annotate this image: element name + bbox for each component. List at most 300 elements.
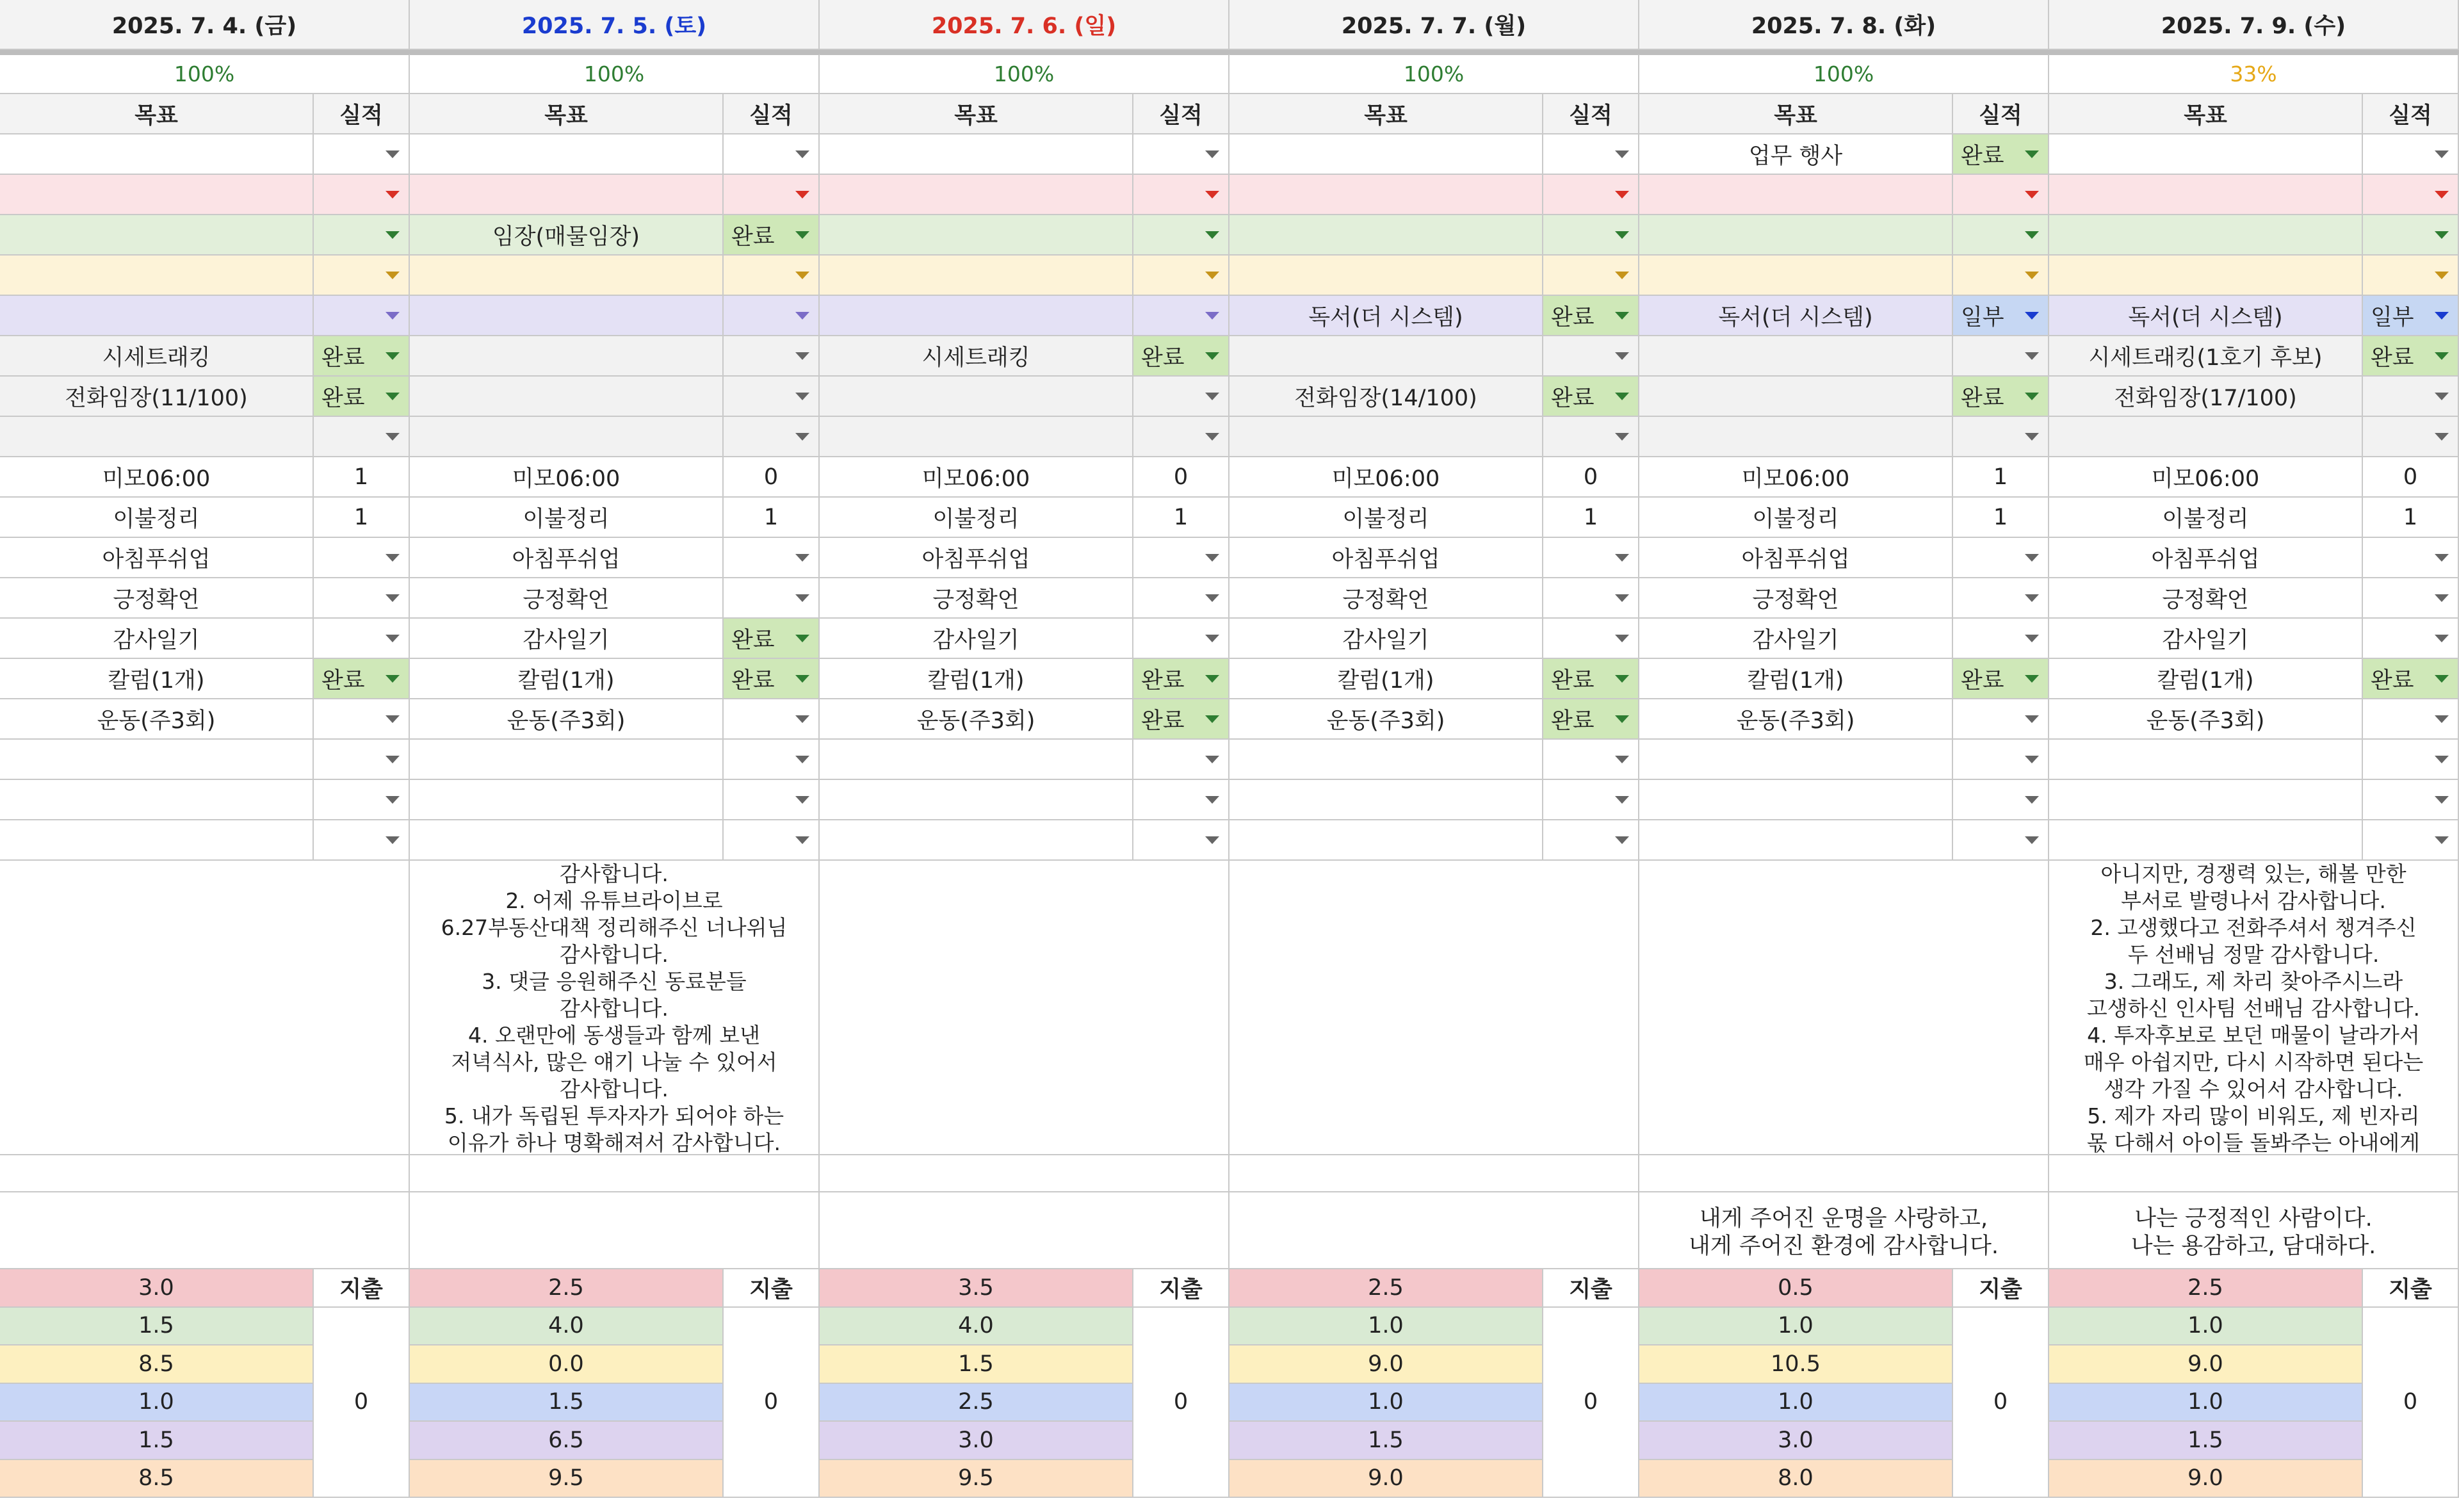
- dropdown-caret-icon[interactable]: [2435, 554, 2449, 562]
- goal-cell[interactable]: [820, 175, 1133, 215]
- dropdown-caret-icon[interactable]: [2025, 433, 2039, 441]
- routine-goal-cell[interactable]: [1639, 578, 1953, 619]
- routine-goal-cell[interactable]: [410, 619, 724, 659]
- time-value-cell[interactable]: [0, 1384, 314, 1422]
- routine-count[interactable]: [314, 457, 410, 498]
- time-value-cell[interactable]: [2049, 1345, 2363, 1384]
- result-dropdown[interactable]: [314, 215, 410, 256]
- routine-dropdown[interactable]: [1953, 780, 2049, 820]
- affirmation-cell[interactable]: [0, 1192, 410, 1269]
- routine-goal-cell[interactable]: [1230, 699, 1543, 740]
- goal-cell[interactable]: [820, 336, 1133, 377]
- result-dropdown[interactable]: [1953, 377, 2049, 417]
- time-value-cell[interactable]: [1230, 1422, 1543, 1460]
- blank-row[interactable]: [1230, 1155, 1639, 1192]
- dropdown-caret-icon[interactable]: [385, 594, 400, 602]
- goal-cell[interactable]: [410, 256, 724, 296]
- dropdown-caret-icon[interactable]: [1615, 433, 1629, 441]
- goal-cell[interactable]: [410, 377, 724, 417]
- routine-dropdown[interactable]: [1543, 780, 1639, 820]
- routine-dropdown[interactable]: [2363, 659, 2459, 699]
- result-dropdown[interactable]: [724, 336, 820, 377]
- routine-goal-cell[interactable]: [410, 498, 724, 538]
- routine-dropdown[interactable]: [1543, 740, 1639, 780]
- goal-cell[interactable]: [1230, 215, 1543, 256]
- affirmation-cell[interactable]: [1230, 1192, 1639, 1269]
- dropdown-caret-icon[interactable]: [1615, 272, 1629, 279]
- goal-cell[interactable]: [0, 377, 314, 417]
- dropdown-caret-icon[interactable]: [795, 352, 809, 360]
- goal-cell[interactable]: [2049, 296, 2363, 336]
- time-value-cell[interactable]: [410, 1269, 724, 1308]
- dropdown-caret-icon[interactable]: [1205, 635, 1219, 642]
- result-dropdown[interactable]: [1133, 377, 1230, 417]
- routine-goal-cell[interactable]: [820, 457, 1133, 498]
- dropdown-caret-icon[interactable]: [1205, 272, 1219, 279]
- blank-row[interactable]: [1639, 1155, 2049, 1192]
- routine-dropdown[interactable]: [314, 820, 410, 861]
- time-value-cell[interactable]: [2049, 1460, 2363, 1499]
- result-dropdown[interactable]: [1953, 175, 2049, 215]
- goal-cell[interactable]: [2049, 336, 2363, 377]
- routine-goal-cell[interactable]: [820, 619, 1133, 659]
- result-dropdown[interactable]: [2363, 215, 2459, 256]
- routine-goal-cell[interactable]: [0, 659, 314, 699]
- time-value-cell[interactable]: [0, 1345, 314, 1384]
- dropdown-caret-icon[interactable]: [1205, 191, 1219, 199]
- dropdown-caret-icon[interactable]: [795, 796, 809, 804]
- routine-dropdown[interactable]: [724, 578, 820, 619]
- expense-total[interactable]: [724, 1308, 820, 1499]
- result-dropdown[interactable]: [724, 377, 820, 417]
- routine-dropdown[interactable]: [1953, 820, 2049, 861]
- result-dropdown[interactable]: [1133, 134, 1230, 175]
- routine-count[interactable]: [2363, 498, 2459, 538]
- dropdown-caret-icon[interactable]: [2025, 352, 2039, 360]
- goal-cell[interactable]: [1230, 134, 1543, 175]
- routine-count[interactable]: [2363, 457, 2459, 498]
- routine-goal-cell[interactable]: [1639, 780, 1953, 820]
- routine-dropdown[interactable]: [2363, 578, 2459, 619]
- goal-cell[interactable]: [1639, 175, 1953, 215]
- dropdown-caret-icon[interactable]: [1615, 635, 1629, 642]
- routine-goal-cell[interactable]: [0, 740, 314, 780]
- dropdown-caret-icon[interactable]: [1615, 150, 1629, 158]
- goal-cell[interactable]: [1639, 256, 1953, 296]
- routine-dropdown[interactable]: [1543, 659, 1639, 699]
- routine-goal-cell[interactable]: [820, 740, 1133, 780]
- routine-dropdown[interactable]: [724, 619, 820, 659]
- result-dropdown[interactable]: [724, 175, 820, 215]
- routine-goal-cell[interactable]: [0, 699, 314, 740]
- routine-dropdown[interactable]: [724, 538, 820, 578]
- goal-cell[interactable]: [0, 134, 314, 175]
- time-value-cell[interactable]: [410, 1308, 724, 1346]
- routine-dropdown[interactable]: [1953, 578, 2049, 619]
- routine-count[interactable]: [1543, 498, 1639, 538]
- routine-count[interactable]: [1133, 498, 1230, 538]
- goal-cell[interactable]: [2049, 256, 2363, 296]
- result-dropdown[interactable]: [724, 417, 820, 457]
- dropdown-caret-icon[interactable]: [1205, 675, 1219, 683]
- dropdown-caret-icon[interactable]: [385, 554, 400, 562]
- result-dropdown[interactable]: [314, 336, 410, 377]
- result-dropdown[interactable]: [1543, 296, 1639, 336]
- dropdown-caret-icon[interactable]: [2025, 675, 2039, 683]
- routine-goal-cell[interactable]: [2049, 820, 2363, 861]
- routine-goal-cell[interactable]: [820, 780, 1133, 820]
- dropdown-caret-icon[interactable]: [1205, 231, 1219, 239]
- dropdown-caret-icon[interactable]: [2435, 594, 2449, 602]
- dropdown-caret-icon[interactable]: [1615, 715, 1629, 723]
- result-dropdown[interactable]: [1953, 296, 2049, 336]
- expense-total[interactable]: [2363, 1308, 2459, 1499]
- blank-row[interactable]: [410, 1155, 820, 1192]
- dropdown-caret-icon[interactable]: [2435, 393, 2449, 400]
- routine-dropdown[interactable]: [2363, 740, 2459, 780]
- routine-goal-cell[interactable]: [1639, 538, 1953, 578]
- affirmation-cell[interactable]: [820, 1192, 1230, 1269]
- goal-cell[interactable]: [0, 417, 314, 457]
- dropdown-caret-icon[interactable]: [2025, 554, 2039, 562]
- dropdown-caret-icon[interactable]: [1205, 312, 1219, 320]
- dropdown-caret-icon[interactable]: [2025, 393, 2039, 400]
- dropdown-caret-icon[interactable]: [2025, 191, 2039, 199]
- result-dropdown[interactable]: [2363, 296, 2459, 336]
- dropdown-caret-icon[interactable]: [795, 554, 809, 562]
- dropdown-caret-icon[interactable]: [1615, 675, 1629, 683]
- goal-cell[interactable]: [2049, 134, 2363, 175]
- time-value-cell[interactable]: [820, 1384, 1133, 1422]
- result-dropdown[interactable]: [314, 296, 410, 336]
- dropdown-caret-icon[interactable]: [795, 150, 809, 158]
- goal-cell[interactable]: [410, 175, 724, 215]
- dropdown-caret-icon[interactable]: [1615, 312, 1629, 320]
- dropdown-caret-icon[interactable]: [385, 756, 400, 763]
- dropdown-caret-icon[interactable]: [1615, 594, 1629, 602]
- routine-goal-cell[interactable]: [1230, 457, 1543, 498]
- blank-row[interactable]: [0, 1155, 410, 1192]
- dropdown-caret-icon[interactable]: [385, 675, 400, 683]
- result-dropdown[interactable]: [1543, 215, 1639, 256]
- result-dropdown[interactable]: [1543, 377, 1639, 417]
- goal-cell[interactable]: [1230, 175, 1543, 215]
- dropdown-caret-icon[interactable]: [2025, 150, 2039, 158]
- dropdown-caret-icon[interactable]: [2435, 312, 2449, 320]
- gratitude-note[interactable]: [0, 861, 410, 1155]
- goal-cell[interactable]: [1230, 377, 1543, 417]
- routine-goal-cell[interactable]: [1639, 820, 1953, 861]
- routine-dropdown[interactable]: [2363, 820, 2459, 861]
- dropdown-caret-icon[interactable]: [385, 150, 400, 158]
- dropdown-caret-icon[interactable]: [2025, 836, 2039, 844]
- dropdown-caret-icon[interactable]: [385, 715, 400, 723]
- dropdown-caret-icon[interactable]: [1615, 352, 1629, 360]
- dropdown-caret-icon[interactable]: [2435, 756, 2449, 763]
- routine-goal-cell[interactable]: [820, 699, 1133, 740]
- time-value-cell[interactable]: [410, 1384, 724, 1422]
- routine-goal-cell[interactable]: [0, 780, 314, 820]
- dropdown-caret-icon[interactable]: [2435, 715, 2449, 723]
- routine-goal-cell[interactable]: [2049, 498, 2363, 538]
- dropdown-caret-icon[interactable]: [385, 796, 400, 804]
- routine-goal-cell[interactable]: [410, 538, 724, 578]
- time-value-cell[interactable]: [1230, 1308, 1543, 1346]
- dropdown-caret-icon[interactable]: [1615, 191, 1629, 199]
- time-value-cell[interactable]: [1230, 1460, 1543, 1499]
- time-value-cell[interactable]: [2049, 1422, 2363, 1460]
- goal-cell[interactable]: [1230, 417, 1543, 457]
- dropdown-caret-icon[interactable]: [1205, 554, 1219, 562]
- routine-goal-cell[interactable]: [410, 659, 724, 699]
- routine-goal-cell[interactable]: [0, 619, 314, 659]
- result-dropdown[interactable]: [2363, 175, 2459, 215]
- routine-dropdown[interactable]: [1543, 538, 1639, 578]
- goal-cell[interactable]: [1639, 296, 1953, 336]
- result-dropdown[interactable]: [1953, 336, 2049, 377]
- routine-goal-cell[interactable]: [0, 457, 314, 498]
- routine-goal-cell[interactable]: [0, 820, 314, 861]
- goal-cell[interactable]: [820, 215, 1133, 256]
- dropdown-caret-icon[interactable]: [385, 635, 400, 642]
- routine-count[interactable]: [724, 498, 820, 538]
- expense-total[interactable]: [1543, 1308, 1639, 1499]
- dropdown-caret-icon[interactable]: [1205, 150, 1219, 158]
- dropdown-caret-icon[interactable]: [2435, 231, 2449, 239]
- dropdown-caret-icon[interactable]: [795, 272, 809, 279]
- dropdown-caret-icon[interactable]: [795, 594, 809, 602]
- result-dropdown[interactable]: [1543, 256, 1639, 296]
- result-dropdown[interactable]: [2363, 377, 2459, 417]
- result-dropdown[interactable]: [1133, 417, 1230, 457]
- routine-dropdown[interactable]: [1543, 820, 1639, 861]
- time-value-cell[interactable]: [820, 1422, 1133, 1460]
- time-value-cell[interactable]: [1639, 1384, 1953, 1422]
- dropdown-caret-icon[interactable]: [1205, 433, 1219, 441]
- dropdown-caret-icon[interactable]: [2435, 836, 2449, 844]
- routine-dropdown[interactable]: [1543, 619, 1639, 659]
- routine-dropdown[interactable]: [1133, 740, 1230, 780]
- dropdown-caret-icon[interactable]: [385, 352, 400, 360]
- dropdown-caret-icon[interactable]: [1205, 393, 1219, 400]
- routine-goal-cell[interactable]: [1639, 457, 1953, 498]
- goal-cell[interactable]: [2049, 377, 2363, 417]
- routine-goal-cell[interactable]: [1639, 498, 1953, 538]
- dropdown-caret-icon[interactable]: [1615, 756, 1629, 763]
- routine-dropdown[interactable]: [2363, 538, 2459, 578]
- routine-dropdown[interactable]: [1953, 538, 2049, 578]
- routine-dropdown[interactable]: [1133, 619, 1230, 659]
- goal-cell[interactable]: [820, 417, 1133, 457]
- goal-cell[interactable]: [0, 336, 314, 377]
- dropdown-caret-icon[interactable]: [795, 312, 809, 320]
- routine-goal-cell[interactable]: [1639, 619, 1953, 659]
- routine-dropdown[interactable]: [314, 699, 410, 740]
- expense-total[interactable]: [1953, 1308, 2049, 1499]
- routine-dropdown[interactable]: [724, 740, 820, 780]
- routine-count[interactable]: [724, 457, 820, 498]
- dropdown-caret-icon[interactable]: [2025, 756, 2039, 763]
- result-dropdown[interactable]: [2363, 417, 2459, 457]
- gratitude-note[interactable]: [2049, 861, 2459, 1155]
- goal-cell[interactable]: [1639, 134, 1953, 175]
- result-dropdown[interactable]: [314, 256, 410, 296]
- goal-cell[interactable]: [410, 296, 724, 336]
- time-value-cell[interactable]: [820, 1460, 1133, 1499]
- time-value-cell[interactable]: [0, 1422, 314, 1460]
- result-dropdown[interactable]: [1953, 417, 2049, 457]
- result-dropdown[interactable]: [2363, 134, 2459, 175]
- result-dropdown[interactable]: [2363, 336, 2459, 377]
- routine-dropdown[interactable]: [1133, 780, 1230, 820]
- result-dropdown[interactable]: [724, 134, 820, 175]
- routine-goal-cell[interactable]: [2049, 740, 2363, 780]
- dropdown-caret-icon[interactable]: [2025, 231, 2039, 239]
- routine-goal-cell[interactable]: [1230, 740, 1543, 780]
- routine-count[interactable]: [1953, 457, 2049, 498]
- result-dropdown[interactable]: [1953, 215, 2049, 256]
- dropdown-caret-icon[interactable]: [2435, 352, 2449, 360]
- time-value-cell[interactable]: [1639, 1460, 1953, 1499]
- routine-dropdown[interactable]: [1133, 538, 1230, 578]
- routine-count[interactable]: [1543, 457, 1639, 498]
- routine-dropdown[interactable]: [314, 780, 410, 820]
- goal-cell[interactable]: [820, 377, 1133, 417]
- time-value-cell[interactable]: [1639, 1345, 1953, 1384]
- routine-dropdown[interactable]: [724, 820, 820, 861]
- expense-total[interactable]: [314, 1308, 410, 1499]
- gratitude-note[interactable]: [1230, 861, 1639, 1155]
- blank-row[interactable]: [820, 1155, 1230, 1192]
- routine-dropdown[interactable]: [2363, 699, 2459, 740]
- routine-dropdown[interactable]: [314, 578, 410, 619]
- result-dropdown[interactable]: [1543, 134, 1639, 175]
- goal-cell[interactable]: [1230, 336, 1543, 377]
- goal-cell[interactable]: [1639, 417, 1953, 457]
- dropdown-caret-icon[interactable]: [1205, 352, 1219, 360]
- routine-goal-cell[interactable]: [2049, 619, 2363, 659]
- result-dropdown[interactable]: [1133, 296, 1230, 336]
- result-dropdown[interactable]: [1953, 134, 2049, 175]
- time-value-cell[interactable]: [2049, 1308, 2363, 1346]
- goal-cell[interactable]: [1639, 215, 1953, 256]
- time-value-cell[interactable]: [2049, 1269, 2363, 1308]
- result-dropdown[interactable]: [2363, 256, 2459, 296]
- gratitude-note[interactable]: [1639, 861, 2049, 1155]
- routine-goal-cell[interactable]: [0, 578, 314, 619]
- routine-dropdown[interactable]: [724, 699, 820, 740]
- dropdown-caret-icon[interactable]: [385, 836, 400, 844]
- goal-cell[interactable]: [2049, 417, 2363, 457]
- routine-dropdown[interactable]: [1543, 578, 1639, 619]
- result-dropdown[interactable]: [1133, 256, 1230, 296]
- dropdown-caret-icon[interactable]: [2435, 150, 2449, 158]
- routine-goal-cell[interactable]: [1230, 659, 1543, 699]
- routine-dropdown[interactable]: [314, 538, 410, 578]
- routine-goal-cell[interactable]: [410, 457, 724, 498]
- routine-goal-cell[interactable]: [1230, 578, 1543, 619]
- routine-goal-cell[interactable]: [1230, 780, 1543, 820]
- result-dropdown[interactable]: [1543, 336, 1639, 377]
- routine-dropdown[interactable]: [1953, 740, 2049, 780]
- dropdown-caret-icon[interactable]: [1615, 231, 1629, 239]
- dropdown-caret-icon[interactable]: [2435, 433, 2449, 441]
- dropdown-caret-icon[interactable]: [2025, 594, 2039, 602]
- routine-count[interactable]: [1953, 498, 2049, 538]
- routine-goal-cell[interactable]: [1639, 740, 1953, 780]
- dropdown-caret-icon[interactable]: [2435, 675, 2449, 683]
- goal-cell[interactable]: [410, 417, 724, 457]
- routine-dropdown[interactable]: [1953, 659, 2049, 699]
- dropdown-caret-icon[interactable]: [1205, 715, 1219, 723]
- blank-row[interactable]: [2049, 1155, 2459, 1192]
- routine-dropdown[interactable]: [1953, 619, 2049, 659]
- routine-goal-cell[interactable]: [1230, 538, 1543, 578]
- routine-goal-cell[interactable]: [1230, 498, 1543, 538]
- result-dropdown[interactable]: [1543, 175, 1639, 215]
- time-value-cell[interactable]: [410, 1345, 724, 1384]
- routine-goal-cell[interactable]: [410, 740, 724, 780]
- goal-cell[interactable]: [410, 134, 724, 175]
- dropdown-caret-icon[interactable]: [2025, 715, 2039, 723]
- goal-cell[interactable]: [1639, 336, 1953, 377]
- routine-dropdown[interactable]: [1133, 578, 1230, 619]
- result-dropdown[interactable]: [314, 134, 410, 175]
- result-dropdown[interactable]: [314, 377, 410, 417]
- dropdown-caret-icon[interactable]: [2435, 191, 2449, 199]
- routine-dropdown[interactable]: [1133, 659, 1230, 699]
- dropdown-caret-icon[interactable]: [385, 272, 400, 279]
- routine-goal-cell[interactable]: [2049, 457, 2363, 498]
- routine-dropdown[interactable]: [314, 659, 410, 699]
- goal-cell[interactable]: [410, 336, 724, 377]
- result-dropdown[interactable]: [1543, 417, 1639, 457]
- goal-cell[interactable]: [0, 296, 314, 336]
- goal-cell[interactable]: [0, 175, 314, 215]
- result-dropdown[interactable]: [1133, 215, 1230, 256]
- routine-dropdown[interactable]: [1133, 820, 1230, 861]
- result-dropdown[interactable]: [724, 296, 820, 336]
- routine-dropdown[interactable]: [724, 659, 820, 699]
- routine-dropdown[interactable]: [2363, 780, 2459, 820]
- time-value-cell[interactable]: [820, 1345, 1133, 1384]
- gratitude-note[interactable]: [820, 861, 1230, 1155]
- dropdown-caret-icon[interactable]: [1615, 393, 1629, 400]
- routine-goal-cell[interactable]: [410, 699, 724, 740]
- routine-dropdown[interactable]: [2363, 619, 2459, 659]
- goal-cell[interactable]: [820, 296, 1133, 336]
- goal-cell[interactable]: [1639, 377, 1953, 417]
- routine-goal-cell[interactable]: [820, 820, 1133, 861]
- routine-dropdown[interactable]: [1543, 699, 1639, 740]
- routine-goal-cell[interactable]: [0, 538, 314, 578]
- time-value-cell[interactable]: [2049, 1384, 2363, 1422]
- dropdown-caret-icon[interactable]: [2025, 272, 2039, 279]
- dropdown-caret-icon[interactable]: [795, 191, 809, 199]
- routine-goal-cell[interactable]: [820, 538, 1133, 578]
- dropdown-caret-icon[interactable]: [795, 675, 809, 683]
- routine-dropdown[interactable]: [724, 780, 820, 820]
- dropdown-caret-icon[interactable]: [1205, 836, 1219, 844]
- routine-count[interactable]: [314, 498, 410, 538]
- affirmation-cell[interactable]: [2049, 1192, 2459, 1269]
- routine-goal-cell[interactable]: [410, 780, 724, 820]
- routine-goal-cell[interactable]: [820, 578, 1133, 619]
- dropdown-caret-icon[interactable]: [385, 433, 400, 441]
- time-value-cell[interactable]: [0, 1308, 314, 1346]
- routine-goal-cell[interactable]: [1230, 820, 1543, 861]
- time-value-cell[interactable]: [1639, 1269, 1953, 1308]
